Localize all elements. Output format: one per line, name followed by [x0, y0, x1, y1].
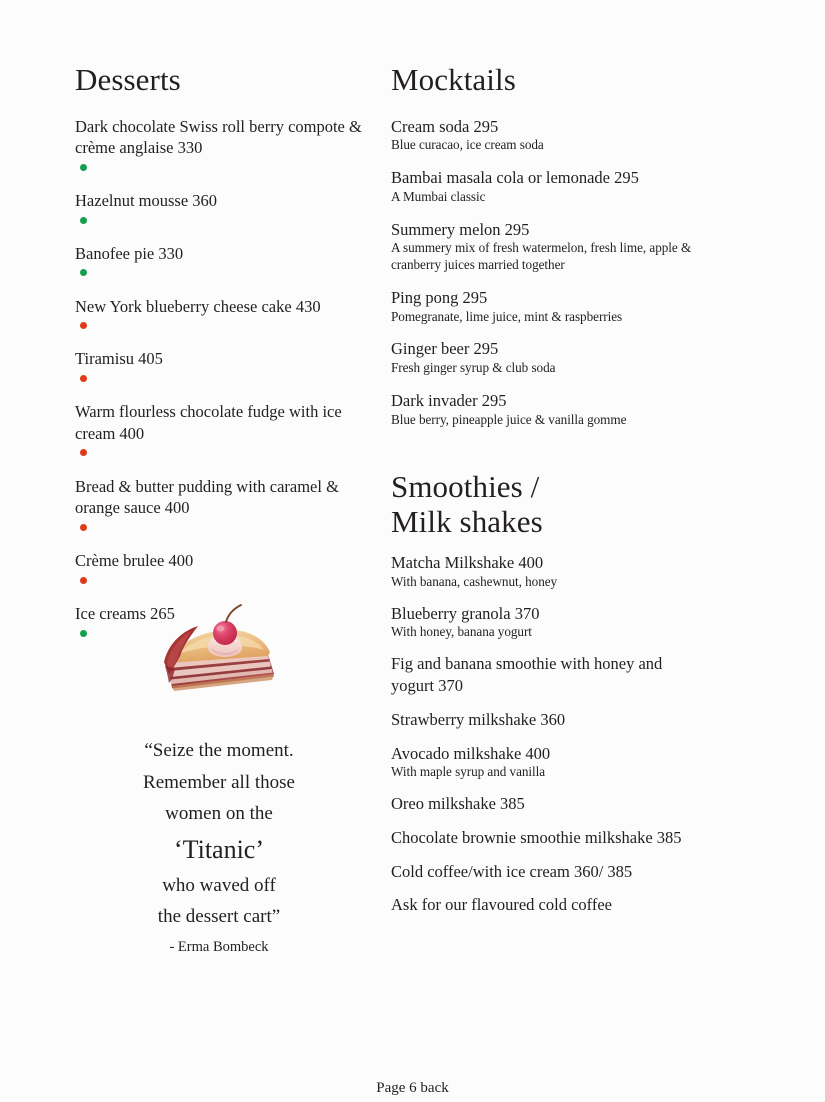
item-name: Matcha Milkshake 400 [391, 553, 544, 573]
veg-marker-icon [80, 164, 87, 171]
mocktails-item-list [391, 116, 696, 429]
item-name: Ice creams 265 [75, 604, 175, 623]
cake-slice-illustration [148, 600, 298, 710]
smoothies-section [391, 469, 696, 917]
quote-line: who waved off [162, 874, 276, 896]
page-footer: Page 6 back [376, 1080, 449, 1096]
item-name: Cold coffee/with ice cream 360/ 385 [391, 861, 633, 881]
item-description: With maple syrup and vanilla [391, 764, 546, 780]
menu-item [391, 861, 696, 883]
desserts-heading: Desserts [75, 62, 181, 97]
item-name: Warm flourless chocolate fudge with ice cream 400 [75, 402, 342, 443]
item-name: Dark chocolate Swiss roll berry compote & crème anglaise 330 [75, 116, 362, 158]
quote-line: “Seize the moment. [144, 740, 294, 761]
menu-item [391, 552, 696, 591]
menu-item [391, 709, 696, 731]
item-description: With honey, banana yogurt [391, 624, 532, 640]
drinks-column [391, 62, 696, 928]
egg-marker-icon [80, 322, 87, 329]
smoothies-heading-line2: Milk shakes [391, 503, 543, 539]
smoothies-item-list [391, 552, 696, 916]
item-description: With banana, cashewnut, honey [391, 573, 558, 589]
item-name: Crème brulee 400 [75, 551, 194, 571]
item-name: Ask for our flavoured cold coffee [391, 895, 612, 915]
smoothies-heading [391, 469, 696, 540]
menu-item [75, 476, 370, 538]
item-description: A summery mix of fresh watermelon, fresh lime, apple & cranberry juices married together [391, 240, 692, 273]
quote-block [75, 735, 363, 959]
item-description: Blue curacao, ice cream soda [391, 137, 544, 153]
item-name: Fig and banana smoothie with honey and yogurt 370 [391, 654, 663, 696]
menu-item [391, 793, 696, 815]
menu-item [75, 116, 370, 178]
quote-line: Remember all those [143, 771, 295, 793]
menu-item [391, 219, 696, 274]
item-description: Pomegranate, lime juice, mint & raspberries [391, 308, 623, 324]
menu-item [391, 116, 696, 155]
item-name: Ginger beer 295 [391, 339, 499, 359]
menu-item [391, 390, 696, 429]
item-name: Cream soda 295 [391, 116, 499, 136]
item-name: Oreo milkshake 385 [391, 794, 525, 814]
desserts-column [75, 62, 370, 643]
item-description: Blue berry, pineapple juice & vanilla gomme [391, 411, 627, 427]
item-description: Fresh ginger syrup & club soda [391, 360, 556, 376]
item-name: Summery melon 295 [391, 219, 530, 239]
veg-marker-icon [80, 630, 87, 637]
quote-emphasis: ‘Titanic’ [173, 835, 265, 865]
menu-item [75, 401, 370, 463]
menu-item [75, 348, 370, 388]
item-name: Chocolate brownie smoothie milkshake 385 [391, 827, 682, 847]
menu-item [391, 338, 696, 377]
veg-marker-icon [80, 269, 87, 276]
item-name: Bread & butter pudding with caramel & orange sauce 400 [75, 476, 339, 518]
egg-marker-icon [80, 524, 87, 531]
menu-item [75, 243, 370, 283]
egg-marker-icon [80, 577, 87, 584]
menu-item [391, 287, 696, 326]
mocktails-heading: Mocktails [391, 62, 516, 97]
menu-item [75, 550, 370, 590]
menu-item [391, 894, 696, 916]
item-name: Ping pong 295 [391, 287, 488, 307]
item-name: New York blueberry cheese cake 430 [75, 296, 321, 316]
egg-marker-icon [80, 449, 87, 456]
egg-marker-icon [80, 375, 87, 382]
item-name: Tiramisu 405 [75, 349, 163, 369]
menu-item [75, 190, 370, 230]
quote-attribution: - Erma Bombeck [169, 939, 269, 956]
quote-line: women on the [165, 803, 273, 825]
item-name: Banofee pie 330 [75, 243, 184, 263]
menu-item [391, 653, 696, 697]
menu-item [391, 743, 696, 782]
quote-line: the dessert cart” [157, 906, 281, 928]
item-name: Bambai masala cola or lemonade 295 [391, 168, 639, 188]
item-description: A Mumbai classic [391, 188, 486, 204]
menu-item [391, 603, 696, 642]
item-name: Blueberry granola 370 [391, 603, 540, 623]
menu-item [391, 827, 696, 849]
menu-item [75, 296, 370, 336]
item-name: Dark invader 295 [391, 391, 507, 410]
item-name: Avocado milkshake 400 [391, 743, 551, 763]
veg-marker-icon [80, 217, 87, 224]
item-name: Strawberry milkshake 360 [391, 709, 566, 729]
menu-item [391, 167, 696, 206]
item-name: Hazelnut mousse 360 [75, 191, 218, 211]
desserts-item-list [75, 116, 370, 643]
smoothies-heading-line1: Smoothies / [391, 468, 540, 504]
